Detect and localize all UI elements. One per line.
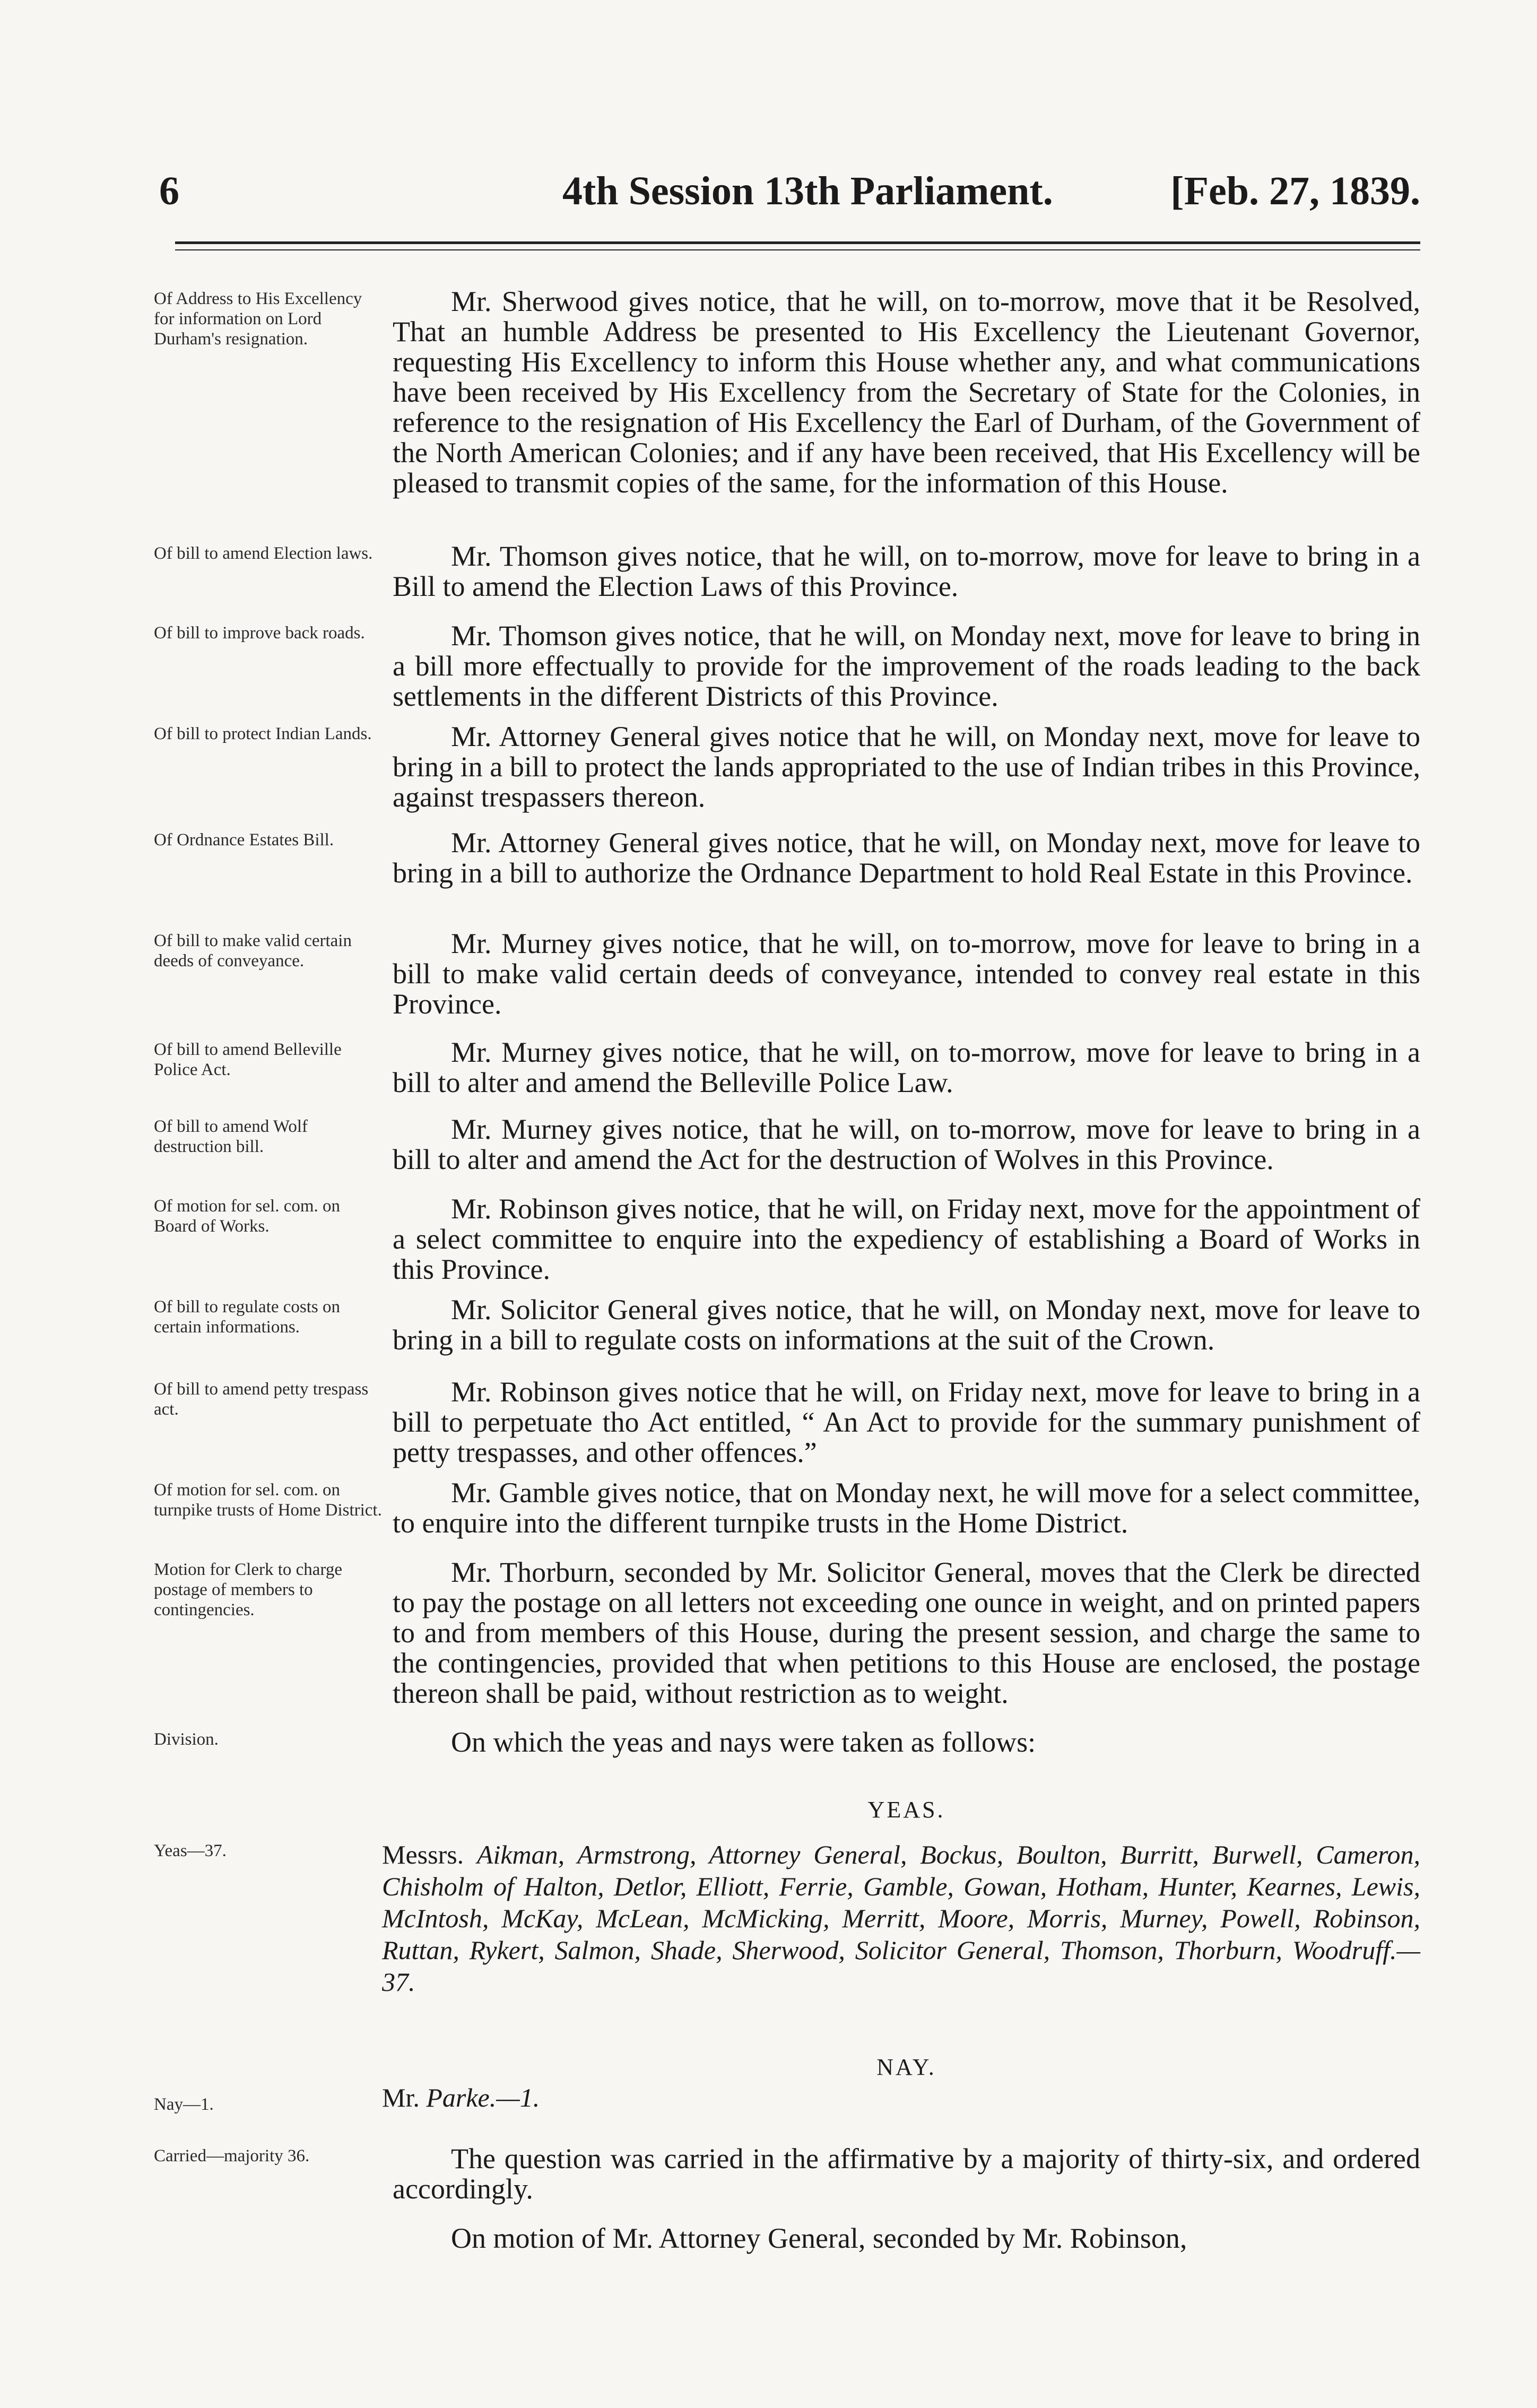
- yeas-heading: YEAS.: [867, 1797, 945, 1823]
- entry-text: Mr. Robinson gives notice that he will, on Friday next, move for leave to bring in a bill to perpetuate tho Act entitled, “ An Act to provide for the summary punishment of petty trespasses, and other offences.”: [393, 1376, 1420, 1468]
- header-rule-thin: [175, 249, 1420, 250]
- marginal-note: Carried—majority 36.: [154, 2146, 310, 2166]
- entry-text: Mr. Thorburn, seconded by Mr. Solicitor General, moves that the Clerk be directed to pay the postage on all letters not exceeding one ounce in weight, and on printed papers to and from members of this House, during the present session, and charge the same to the contingencies, provided that when petitions to this House are enclosed, the postage thereon shall be paid, without restriction as to weight.: [393, 1556, 1420, 1709]
- entry-text: Mr. Gamble gives notice, that on Monday next, he will move for a select committee, to enquire into the different turnpike trusts in the Home District.: [393, 1477, 1420, 1539]
- marginal-note: Of motion for sel. com. on turnpike trusts of Home District.: [154, 1480, 382, 1520]
- marginal-note: Of bill to make valid certain deeds of conveyance.: [154, 931, 352, 971]
- entry-text: Mr. Murney gives notice, that he will, on to-morrow, move for leave to bring in a bill to make valid certain deeds of conveyance, intended to convey real estate in this Province.: [393, 928, 1420, 1020]
- marginal-note: Of bill to amend Belleville Police Act.: [154, 1040, 342, 1079]
- nay-names: Parke.—1.: [426, 2083, 540, 2112]
- closing-text: On motion of Mr. Attorney General, seconded by Mr. Robinson,: [451, 2222, 1187, 2254]
- entry-text: Mr. Attorney General gives notice that he will, on Monday next, move for leave to bring in a bill to protect the lands appropriated to the use of Indian tribes in this Province, against trespassers thereon.: [393, 721, 1420, 813]
- nay-heading: NAY.: [876, 2054, 936, 2080]
- marginal-note: Of bill to protect Indian Lands.: [154, 724, 372, 743]
- nay-names-text: Mr. Parke.—1.: [382, 2083, 540, 2112]
- marginal-note: Of bill to improve back roads.: [154, 623, 365, 643]
- page-date: [Feb. 27, 1839.: [1170, 169, 1420, 213]
- marginal-note: Of Ordnance Estates Bill.: [154, 830, 334, 850]
- entry-text: On which the yeas and nays were taken as follows:: [451, 1726, 1036, 1758]
- page-number: 6: [159, 169, 179, 213]
- nay-count-note: Nay—1.: [154, 2095, 214, 2114]
- marginal-note: Motion for Clerk to charge postage of members to contingencies.: [154, 1560, 342, 1619]
- marginal-note: Of bill to amend Wolf destruction bill.: [154, 1117, 308, 1156]
- entry-text: Mr. Murney gives notice, that he will, on to-morrow, move for leave to bring in a bill to alter and amend the Act for the destruction of Wolves in this Province.: [393, 1113, 1420, 1175]
- marginal-note: Of motion for sel. com. on Board of Works.: [154, 1197, 341, 1236]
- entry-text: Mr. Solicitor General gives notice, that he will, on Monday next, move for leave to bring in a bill to regulate costs on informations at the suit of the Crown.: [393, 1294, 1420, 1356]
- entry-text: Mr. Thomson gives notice, that he will, on to-morrow, move for leave to bring in a Bill to amend the Election Laws of this Province.: [393, 540, 1420, 602]
- entry-text: Mr. Murney gives notice, that he will, on to-morrow, move for leave to bring in a bill to alter and amend the Belleville Police Law.: [393, 1036, 1420, 1098]
- page-header: [159, 159, 1420, 223]
- entry-text: Mr. Thomson gives notice, that he will, on Monday next, move for leave to bring in a bill more effectually to provide for the improvement of the roads leading to the back settlements in the different Districts of this Province.: [393, 620, 1420, 712]
- yeas-names-text: Messrs. Aikman, Armstrong, Attorney General, Bockus, Boulton, Burritt, Burwell, Cameron, Chisholm of Halton, Detlor, Elliott, Ferrie, Gamble, Gowan, Hotham, Hunter, Kearnes, Lewis, McIntosh, McKay, McLean, McMicking, Merritt, Moore, Morris, Murney, Powell, Robinson, Ruttan, Rykert, Salmon, Shade, Sherwood, Solicitor General, Thomson, Thorburn, Woodruff.—37.: [382, 1840, 1421, 1997]
- marginal-note: Of bill to amend petty trespass act.: [154, 1380, 369, 1419]
- entry-text: Mr. Robinson gives notice, that he will, on Friday next, move for the appointment of a select committee to enquire into the expediency of establishing a Board of Works in this Province.: [393, 1193, 1420, 1285]
- header-rule-thick: [175, 241, 1420, 244]
- session-title: 4th Session 13th Parliament.: [562, 169, 1053, 213]
- entry-text: Mr. Sherwood gives notice, that he will, on to-morrow, move that it be Resolved, That an humble Address be presented to His Excellency the Lieutenant Governor, requesting His Excellency to inform this House whether any, and what communications have been received by His Excellency from the Secretary of State for the Colonies, in reference to the resignation of His Excellency the Earl of Durham, of the Government of the North American Colonies; and if any have been received, that His Excellency will be pleased to transmit copies of the same, for the information of this House.: [393, 285, 1420, 499]
- marginal-note: Of bill to amend Election laws.: [154, 544, 373, 563]
- yeas-count-note: Yeas—37.: [154, 1841, 227, 1860]
- marginal-note: Of bill to regulate costs on certain informations.: [154, 1297, 341, 1337]
- marginal-note: Division.: [154, 1730, 219, 1749]
- marginal-note: Of Address to His Excellency for information on Lord Durham's resignation.: [154, 289, 362, 349]
- entry-text: The question was carried in the affirmative by a majority of thirty-six, and ordered accordingly.: [393, 2143, 1420, 2205]
- yeas-names: Aikman, Armstrong, Attorney General, Bockus, Boulton, Burritt, Burwell, Cameron, Chisholm of Halton, Detlor, Elliott, Ferrie, Gamble, Gowan, Hotham, Hunter, Kearnes, Lewis, McIntosh, McKay, McLean, McMicking, Merritt, Moore, Morris, Murney, Powell, Robinson, Ruttan, Rykert, Salmon, Shade, Sherwood, Solicitor General, Thomson, Thorburn, Woodruff.—37.: [382, 1840, 1421, 1997]
- entry-text: Mr. Attorney General gives notice, that he will, on Monday next, move for leave to bring in a bill to authorize the Ordnance Department to hold Real Estate in this Province.: [393, 827, 1420, 889]
